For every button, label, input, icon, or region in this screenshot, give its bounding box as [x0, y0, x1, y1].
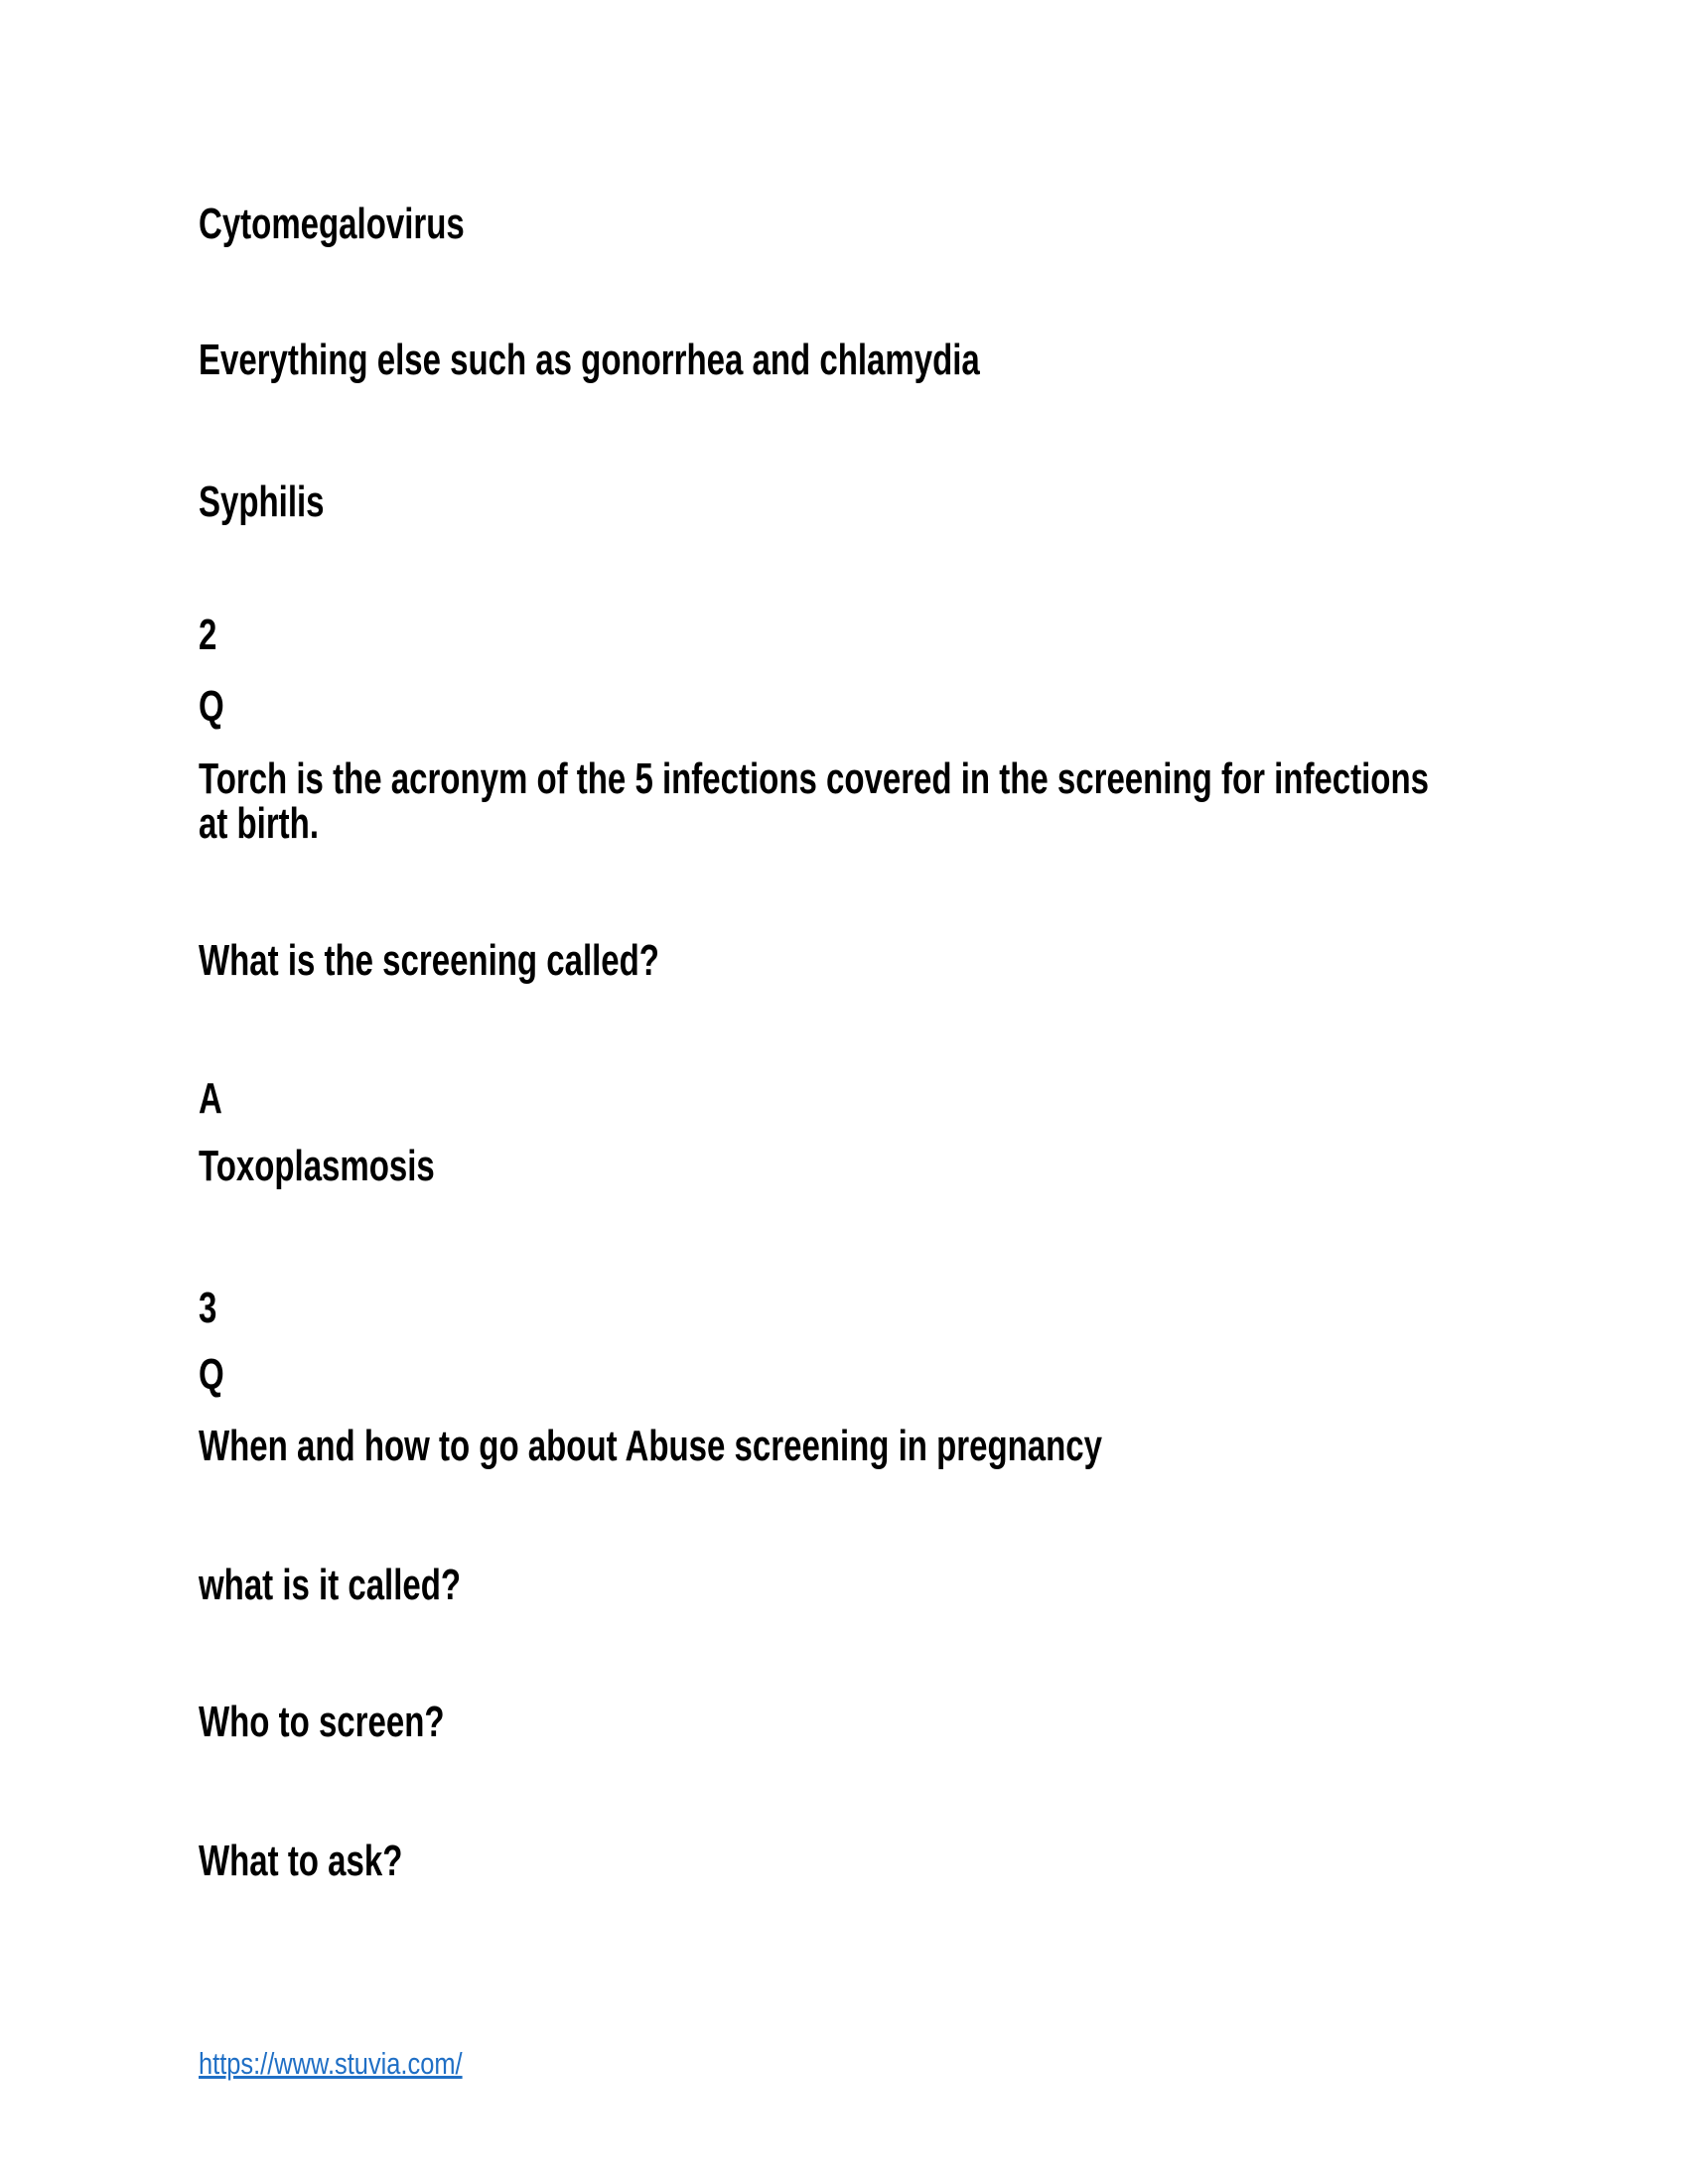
card2-q-label: Q	[199, 682, 224, 731]
card1-answer-everything-else: Everything else such as gonorrhea and chlamydia	[199, 336, 980, 384]
card1-answer-syphilis: Syphilis	[199, 478, 325, 526]
card2-a-label: A	[199, 1074, 222, 1123]
card3-q-label: Q	[199, 1350, 224, 1399]
card1-answer-cytomegalovirus: Cytomegalovirus	[199, 200, 465, 248]
card2-question-line-2: at birth.	[199, 799, 319, 848]
card3-question: When and how to go about Abuse screening in pregnancy	[199, 1422, 1103, 1470]
stuvia-footer-link[interactable]: https://www.stuvia.com/	[199, 2046, 463, 2081]
card2-number: 2	[199, 611, 217, 659]
card3-sub-question-who-to-screen: Who to screen?	[199, 1698, 445, 1746]
card3-sub-question-what-called: what is it called?	[199, 1561, 462, 1609]
card3-sub-question-what-to-ask: What to ask?	[199, 1837, 403, 1885]
card2-answer-toxoplasmosis: Toxoplasmosis	[199, 1142, 435, 1190]
card2-question-line-1: Torch is the acronym of the 5 infections covered in the screening for infections	[199, 754, 1429, 803]
card3-number: 3	[199, 1284, 217, 1332]
card2-followup-question: What is the screening called?	[199, 936, 659, 985]
